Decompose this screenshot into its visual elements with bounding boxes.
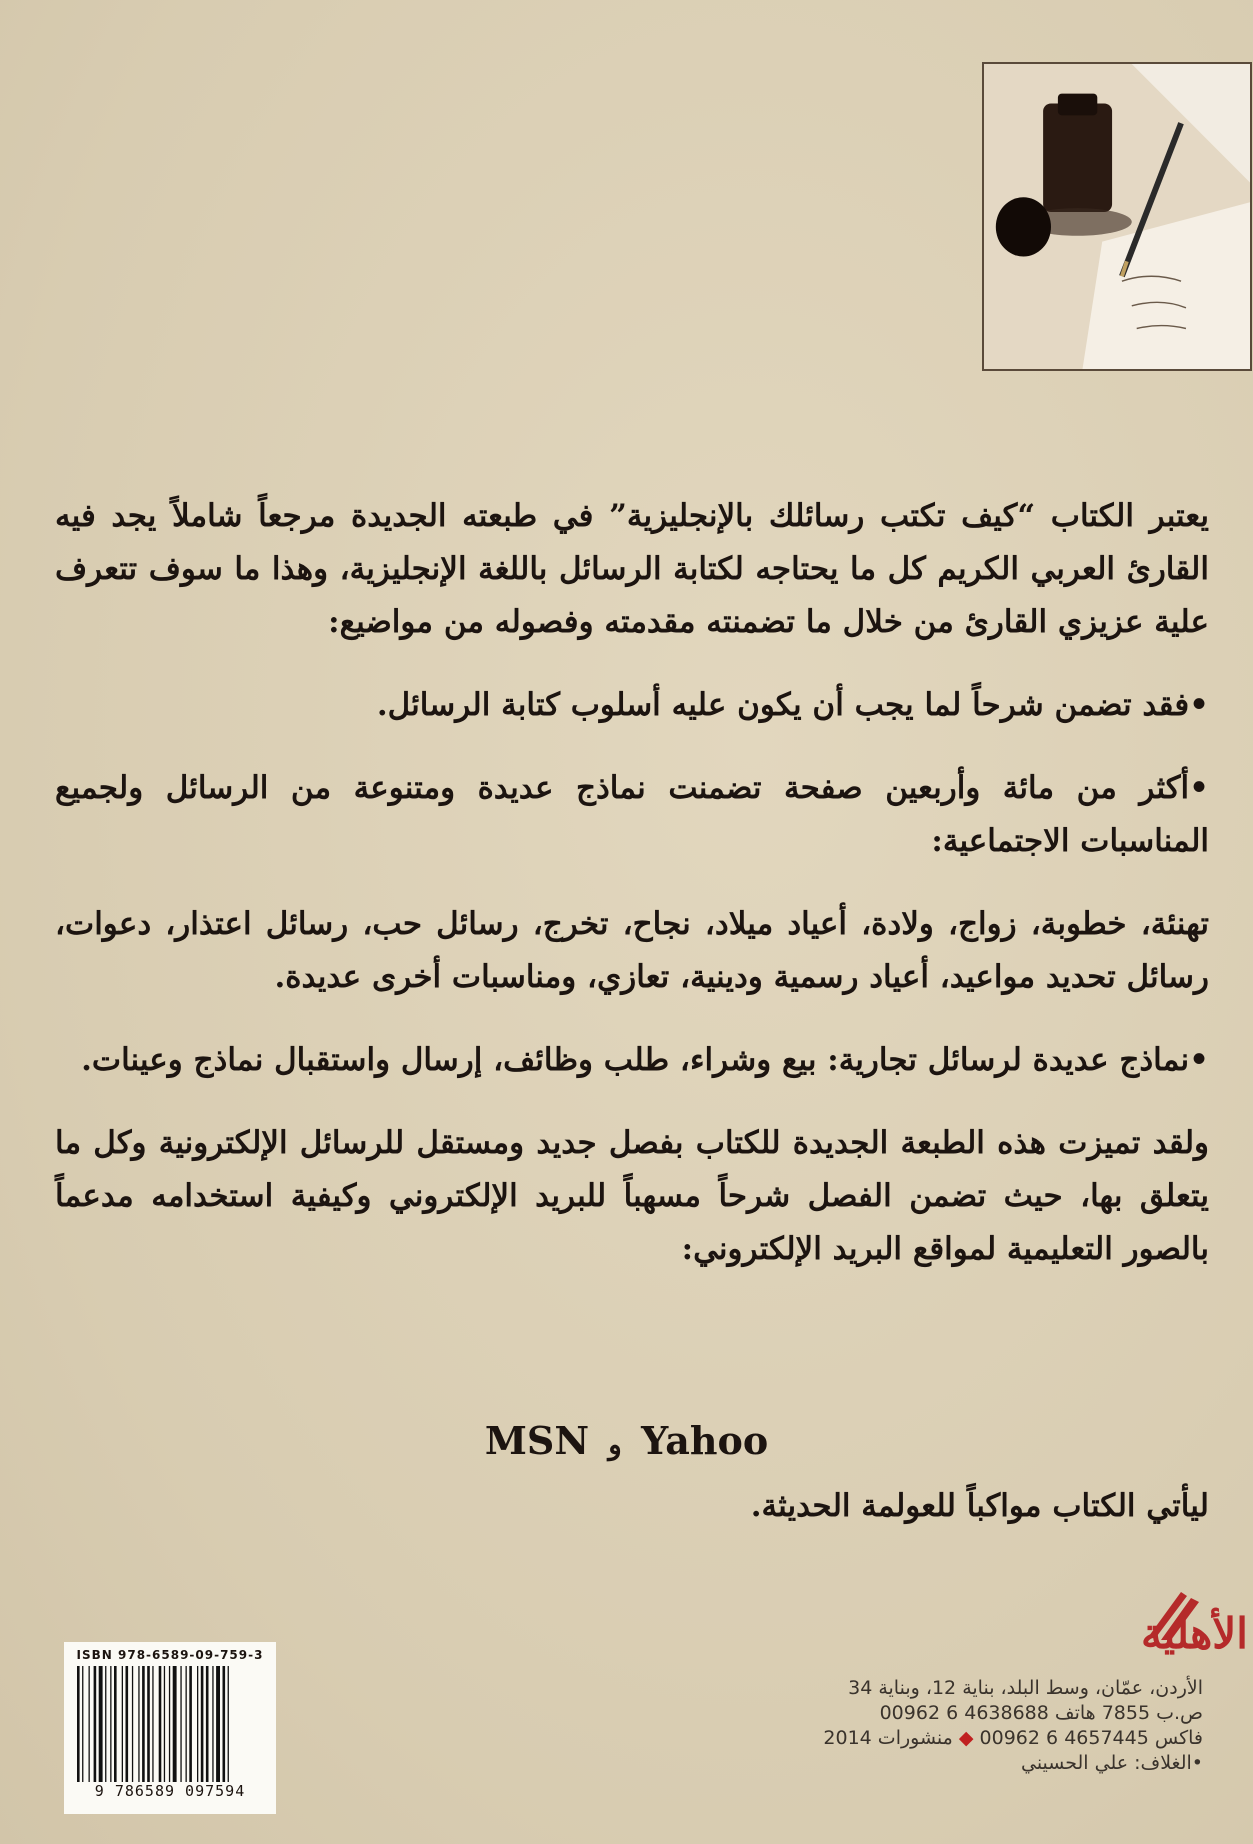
bullet-icon: •	[1191, 1752, 1203, 1774]
publisher-address: الأردن، عمّان، وسط البلد، بناية 12، وبناية 34	[848, 1677, 1203, 1699]
bullet-samples: • أكثر من مائة وأربعين صفحة تضمنت نماذج عديدة ومتنوعة من الرسائل ولجميع المناسبات الاجتماعية:	[55, 762, 1209, 868]
closing-line: ليأتي الكتاب مواكباً للعولمة الحديثة.	[750, 1488, 1209, 1524]
occasions-list: تهنئة، خطوبة، زواج، ولادة، أعياد ميلاد، نجاح، تخرج، رسائل حب، رسائل اعتذار، دعوات، رسائل تحديد مواعيد، أعياد رسمية ودينية، تعازي، ومناسبات أخرى عديدة.	[55, 906, 1209, 995]
isbn-barcode	[64, 1642, 276, 1814]
cover-photo-ink-pen	[982, 62, 1252, 371]
barcode-bars	[75, 1666, 265, 1782]
publisher-edition: منشورات 2014	[823, 1727, 953, 1749]
diamond-icon: ◆	[958, 1727, 974, 1749]
publisher-logo	[1021, 1590, 1248, 1660]
brand-yahoo: Yahoo	[641, 1418, 769, 1463]
publisher-info	[823, 1676, 1203, 1776]
isbn-number: 9 786589 097594	[94, 1782, 246, 1800]
publisher-fax: فاكس 4657445 6 00962	[979, 1727, 1203, 1749]
cover-credit-line	[823, 1751, 1203, 1776]
publisher-logo-text: الأهلية	[1141, 1609, 1248, 1658]
email-brands	[0, 1418, 1253, 1463]
email-paragraph: ولقد تميزت هذه الطبعة الجديدة للكتاب بفصل جديد ومستقل للرسائل الإلكترونية وكل ما يتعلق بها، حيث تضمن الفصل شرحاً مسهباً للبريد الإلكتروني وكيفية استخدامه مدعماً بالصور التعليمية لمواقع البريد الإلكتروني:	[55, 1125, 1209, 1267]
brand-conjunction: و	[608, 1428, 622, 1461]
bullet-business: • نماذج عديدة لرسائل تجارية: بيع وشراء، طلب وظائف، إرسال واستقبال نماذج وعينات.	[55, 1034, 1209, 1087]
publisher-pobox: ص.ب 7855 هاتف 4638688 6 00962	[879, 1702, 1203, 1724]
intro-paragraph: يعتبر الكتاب “كيف تكتب رسائلك بالإنجليزية” في طبعته الجديدة مرجعاً شاملاً يجد فيه القارئ العربي الكريم كل ما يحتاجه لكتابة الرسائل باللغة الإنجليزية، وهذا ما سوف تتعرف علية عزيزي القارئ من خلال ما تضمنته مقدمته وفصوله من مواضيع:	[55, 498, 1209, 640]
isbn-label: ISBN 978-6589-09-759-3	[76, 1648, 264, 1662]
bullet-style: • فقد تضمن شرحاً لما يجب أن يكون عليه أسلوب كتابة الرسائل.	[55, 679, 1209, 732]
publisher-fax-line	[823, 1726, 1203, 1751]
back-cover-description	[55, 490, 1209, 1276]
cover-credit: الغلاف: علي الحسيني	[1020, 1752, 1192, 1774]
brand-msn: MSN	[484, 1418, 590, 1463]
